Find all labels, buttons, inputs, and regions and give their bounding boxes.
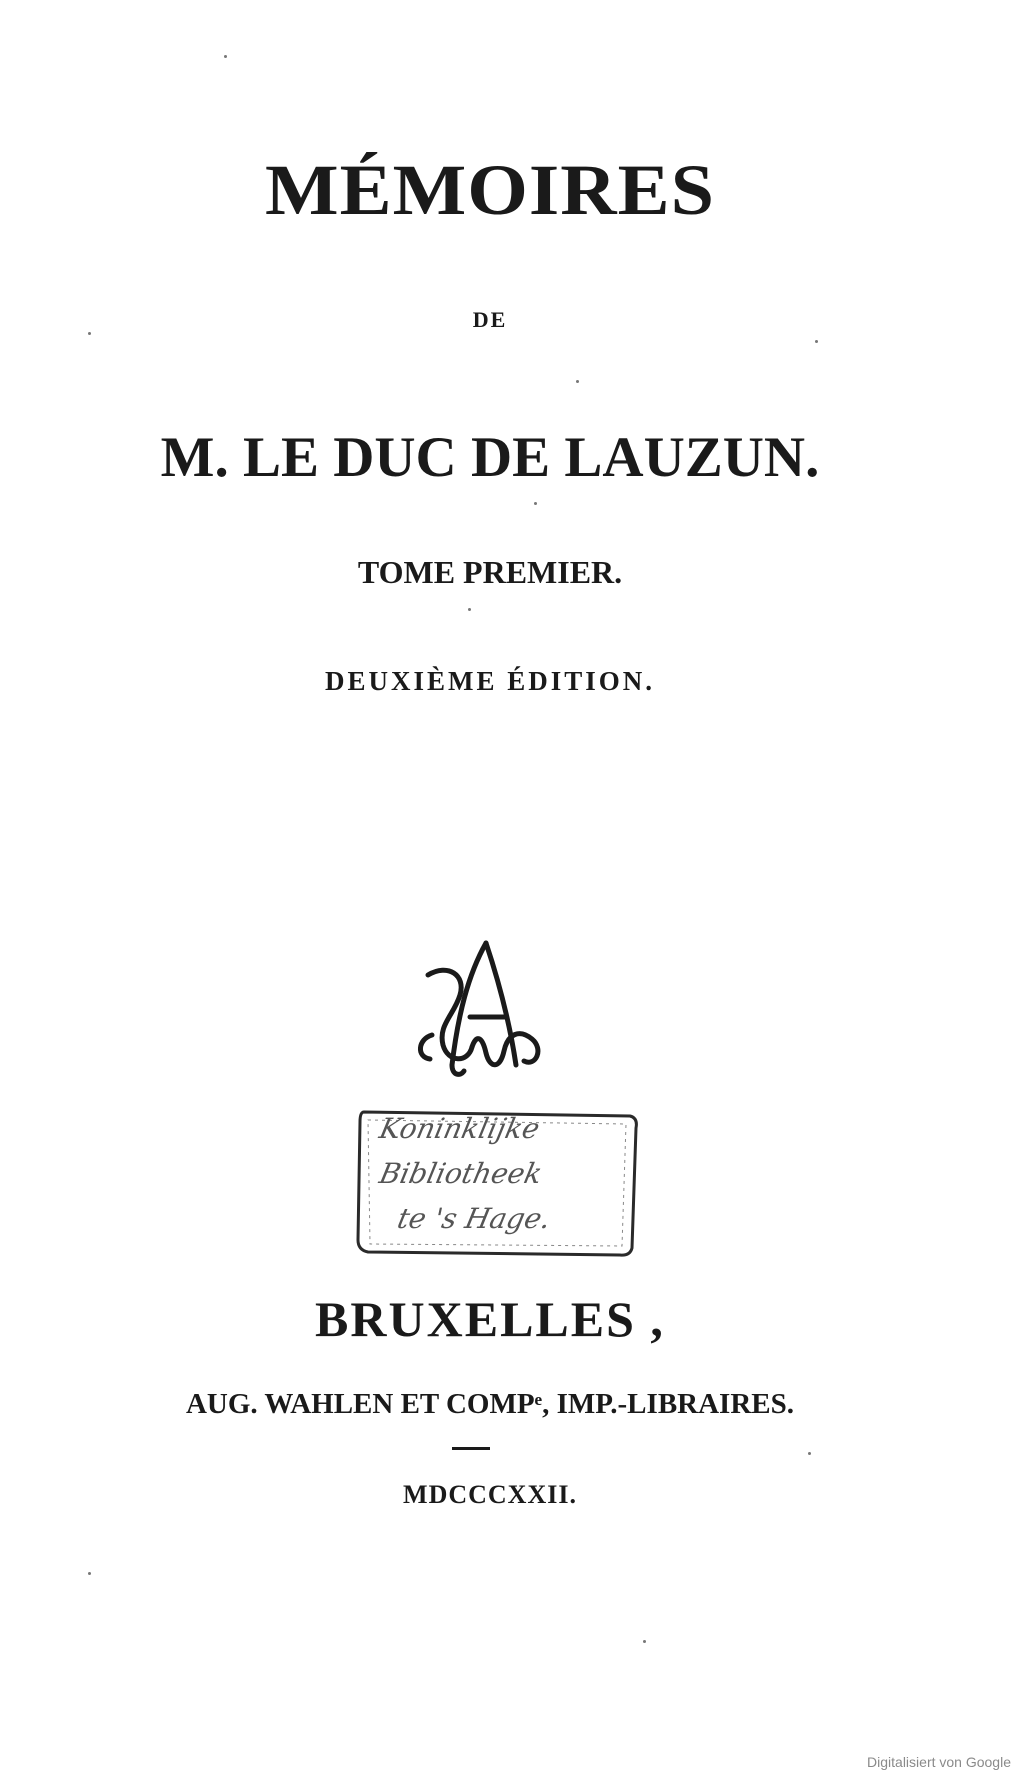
- volume-label: TOME PREMIER.: [357, 554, 623, 590]
- paper-speck: [808, 1452, 811, 1455]
- digitization-watermark: Digitalisiert von Google: [867, 1754, 1011, 1770]
- paper-speck: [88, 1572, 91, 1575]
- paper-speck: [224, 55, 227, 58]
- paper-speck: [468, 608, 471, 611]
- paper-speck: [815, 340, 818, 343]
- author-name: M. LE DUC DE LAUZUN.: [160, 426, 820, 489]
- paper-speck: [576, 380, 579, 383]
- title-preposition: DE: [472, 307, 508, 332]
- stamp-line: te 's Hage.: [394, 1202, 554, 1235]
- book-title: MÉMOIRES: [264, 149, 716, 230]
- paper-speck: [534, 502, 537, 505]
- publisher-monogram-icon: [408, 935, 558, 1085]
- publication-year: MDCCCXXII.: [403, 1480, 577, 1509]
- publisher-name: AUG. WAHLEN ET COMPᵉ, IMP.-LIBRAIRES.: [185, 1388, 794, 1420]
- divider-rule: [452, 1447, 490, 1450]
- publication-city: BRUXELLES ,: [315, 1291, 665, 1347]
- stamp-line: Bibliotheek: [376, 1157, 546, 1190]
- paper-speck: [88, 332, 91, 335]
- edition-label: DEUXIÈME ÉDITION.: [324, 666, 656, 696]
- paper-speck: [643, 1640, 646, 1643]
- stamp-line: Koninklijke: [376, 1112, 543, 1145]
